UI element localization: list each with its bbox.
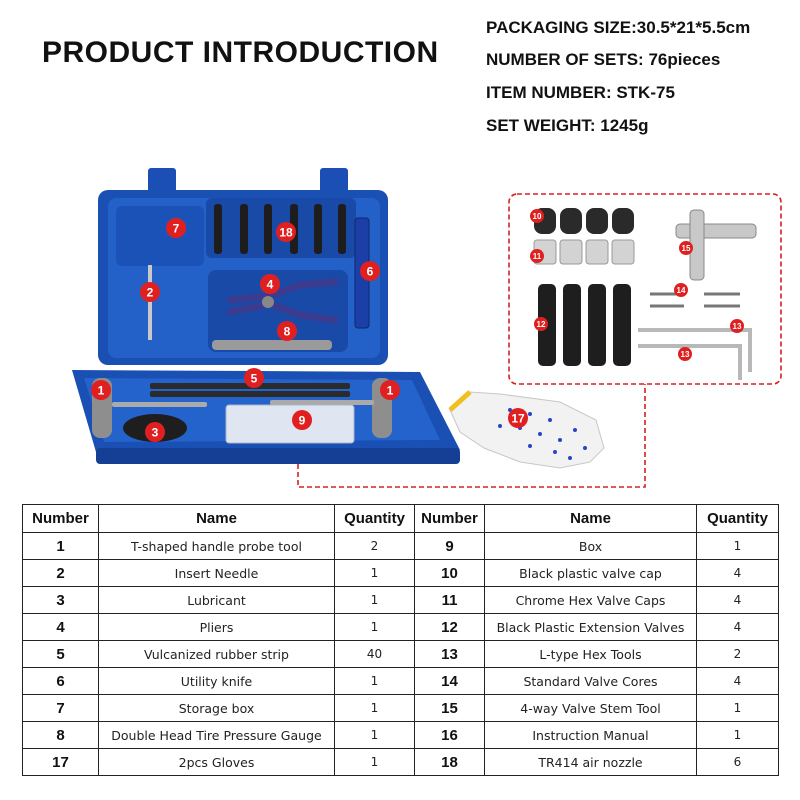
callout-label: 13 bbox=[732, 322, 742, 331]
table-cell-q2: 2 bbox=[697, 641, 779, 668]
table-row bbox=[23, 749, 779, 776]
callout-label: 17 bbox=[511, 411, 525, 426]
table-row bbox=[23, 533, 779, 560]
table-cell-n2: 16 bbox=[415, 722, 485, 749]
callout-label: 2 bbox=[146, 285, 154, 300]
header-number-2: Number bbox=[415, 505, 485, 533]
spec-number-of-sets: NUMBER OF SETS: 76pieces bbox=[486, 50, 721, 69]
table-cell-name2: Standard Valve Cores bbox=[485, 668, 697, 695]
table-cell-name2: 4-way Valve Stem Tool bbox=[485, 695, 697, 722]
table-cell-n2: 15 bbox=[415, 695, 485, 722]
table-cell-q2: 4 bbox=[697, 587, 779, 614]
table-cell-q2: 4 bbox=[697, 614, 779, 641]
header-name-2: Name bbox=[485, 505, 697, 533]
callout-label: 4 bbox=[266, 277, 274, 292]
spec-item-number: ITEM NUMBER: STK-75 bbox=[486, 83, 675, 102]
callout-label: 6 bbox=[366, 264, 374, 279]
product-photo bbox=[0, 160, 800, 500]
callout-label: 1 bbox=[97, 383, 105, 398]
table-row bbox=[23, 587, 779, 614]
table-cell-n2: 10 bbox=[415, 560, 485, 587]
table-cell-name2: L-type Hex Tools bbox=[485, 641, 697, 668]
hex-tools bbox=[638, 330, 750, 380]
table-cell-name1: Lubricant bbox=[99, 587, 335, 614]
spec-packaging-size: PACKAGING SIZE:30.5*21*5.5cm bbox=[486, 18, 751, 37]
table-cell-n1: 17 bbox=[23, 749, 99, 776]
table-row bbox=[23, 614, 779, 641]
table-cell-name1: Utility knife bbox=[99, 668, 335, 695]
callout-label: 7 bbox=[172, 221, 180, 236]
table-cell-n1: 4 bbox=[23, 614, 99, 641]
header-quantity: Quantity bbox=[335, 505, 415, 533]
table-cell-n2: 12 bbox=[415, 614, 485, 641]
black-valve-caps bbox=[534, 208, 634, 234]
table-cell-q1: 1 bbox=[335, 668, 415, 695]
table-cell-name2: Instruction Manual bbox=[485, 722, 697, 749]
callout-label: 14 bbox=[676, 286, 686, 295]
table-cell-q1: 40 bbox=[335, 641, 415, 668]
table-cell-n1: 6 bbox=[23, 668, 99, 695]
extension-valves bbox=[538, 284, 631, 366]
callout-label: 18 bbox=[279, 225, 293, 240]
table-cell-name1: T-shaped handle probe tool bbox=[99, 533, 335, 560]
table-cell-n2: 14 bbox=[415, 668, 485, 695]
callout-label: 10 bbox=[532, 212, 542, 221]
table-cell-q1: 1 bbox=[335, 560, 415, 587]
callout-label: 8 bbox=[283, 324, 291, 339]
callout-label: 5 bbox=[250, 371, 258, 386]
table-cell-name1: Vulcanized rubber strip bbox=[99, 641, 335, 668]
callout-label: 3 bbox=[151, 425, 159, 440]
table-cell-n1: 5 bbox=[23, 641, 99, 668]
table-cell-q2: 1 bbox=[697, 695, 779, 722]
table-cell-q2: 4 bbox=[697, 668, 779, 695]
table-cell-name1: Insert Needle bbox=[99, 560, 335, 587]
table-cell-q1: 1 bbox=[335, 722, 415, 749]
table-cell-q1: 1 bbox=[335, 614, 415, 641]
table-cell-n2: 13 bbox=[415, 641, 485, 668]
callout-label: 15 bbox=[681, 244, 691, 253]
header-name: Name bbox=[99, 505, 335, 533]
table-cell-n1: 7 bbox=[23, 695, 99, 722]
parts-table bbox=[22, 504, 779, 776]
header-number: Number bbox=[23, 505, 99, 533]
table-cell-name1: Pliers bbox=[99, 614, 335, 641]
table-cell-q1: 2 bbox=[335, 533, 415, 560]
table-cell-n2: 18 bbox=[415, 749, 485, 776]
table-cell-q2: 4 bbox=[697, 560, 779, 587]
header-quantity-2: Quantity bbox=[697, 505, 779, 533]
pressure-gauge bbox=[212, 340, 332, 350]
table-cell-name2: Black plastic valve cap bbox=[485, 560, 697, 587]
table-cell-n1: 2 bbox=[23, 560, 99, 587]
chrome-hex-caps bbox=[534, 240, 634, 264]
callout-label: 9 bbox=[298, 413, 306, 428]
valve-cores bbox=[650, 294, 740, 306]
table-cell-n2: 11 bbox=[415, 587, 485, 614]
callout-label: 13 bbox=[680, 350, 690, 359]
table-cell-name1: Storage box bbox=[99, 695, 335, 722]
glove bbox=[450, 392, 604, 468]
table-cell-name2: Box bbox=[485, 533, 697, 560]
table-cell-name1: Double Head Tire Pressure Gauge bbox=[99, 722, 335, 749]
table-row bbox=[23, 641, 779, 668]
table-cell-n1: 1 bbox=[23, 533, 99, 560]
table-cell-q1: 1 bbox=[335, 587, 415, 614]
table-row bbox=[23, 668, 779, 695]
table-cell-q1: 1 bbox=[335, 695, 415, 722]
table-cell-q2: 1 bbox=[697, 533, 779, 560]
table-cell-name2: Chrome Hex Valve Caps bbox=[485, 587, 697, 614]
table-cell-q2: 1 bbox=[697, 722, 779, 749]
table-row bbox=[23, 560, 779, 587]
table-cell-name2: TR414 air nozzle bbox=[485, 749, 697, 776]
table-cell-q1: 1 bbox=[335, 749, 415, 776]
table-cell-n2: 9 bbox=[415, 533, 485, 560]
table-cell-n1: 8 bbox=[23, 722, 99, 749]
table-cell-name1: 2pcs Gloves bbox=[99, 749, 335, 776]
callout-label: 1 bbox=[386, 383, 394, 398]
table-row bbox=[23, 695, 779, 722]
callout-label: 12 bbox=[536, 320, 546, 329]
parts-box bbox=[226, 405, 354, 443]
table-cell-q2: 6 bbox=[697, 749, 779, 776]
table-row bbox=[23, 722, 779, 749]
callout-label: 11 bbox=[532, 252, 542, 261]
page-title: PRODUCT INTRODUCTION bbox=[42, 36, 439, 69]
table-cell-n1: 3 bbox=[23, 587, 99, 614]
table-cell-name2: Black Plastic Extension Valves bbox=[485, 614, 697, 641]
spec-set-weight: SET WEIGHT: 1245g bbox=[486, 116, 649, 135]
